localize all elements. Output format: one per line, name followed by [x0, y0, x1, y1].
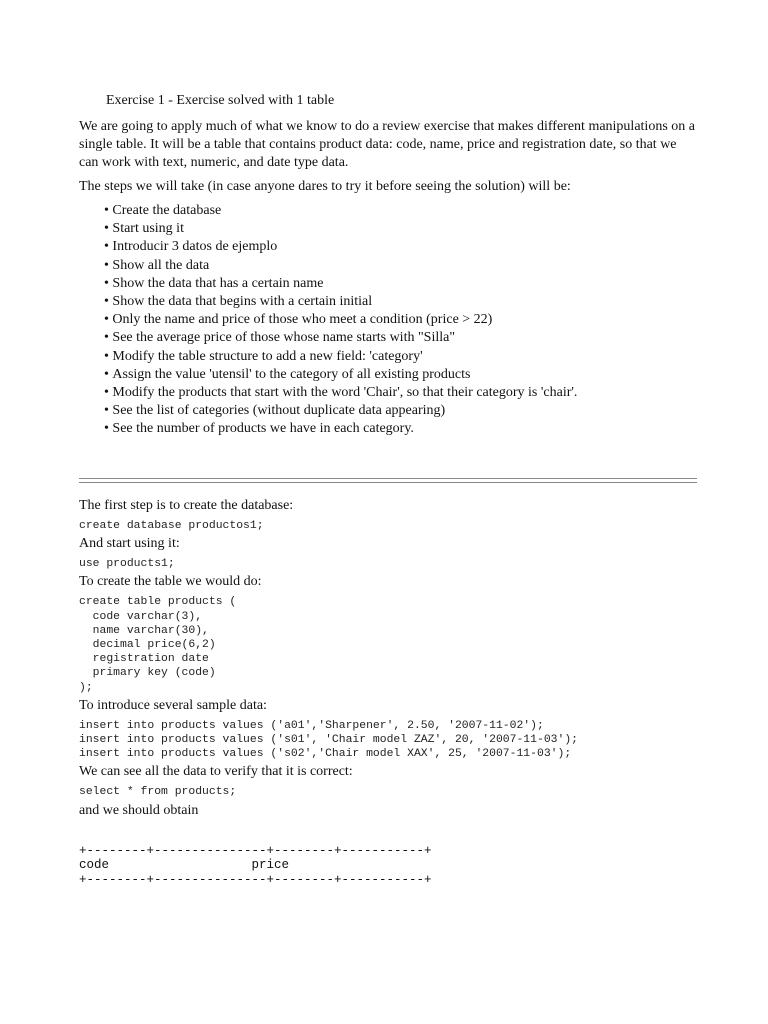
step-text-use-db: And start using it: — [79, 536, 180, 552]
list-item: • See the average price of those whose name starts with "Silla" — [104, 329, 699, 347]
code-create-database: create database productos1; — [79, 520, 264, 532]
steps-list — [104, 202, 699, 439]
code-use-database: use products1; — [79, 558, 175, 571]
code-create-table: create table products ( code varchar(3), name varchar(30), decimal price(6,2) registration date primary key (code) ); — [79, 596, 237, 694]
intro-paragraph: We are going to apply much of what we know to do a review exercise that makes different manipulations on a single table. It will be a table that contains product data: code, name, price and registration date, so that we can work with text, numeric, and date type data. — [79, 119, 695, 170]
list-item: • Only the name and price of those who meet a condition (price > 22) — [104, 311, 699, 329]
list-item: • Assign the value 'utensil' to the category of all existing products — [104, 366, 699, 384]
steps-intro: The steps we will take (in case anyone dares to try it before seeing the solution) will be: — [79, 179, 571, 194]
code-select-all: select * from products; — [79, 786, 237, 799]
list-item: • Create the database — [104, 202, 699, 220]
solution-section — [79, 497, 719, 887]
step-text-select: We can see all the data to verify that it is correct: — [79, 764, 353, 780]
code-insert-data: insert into products values ('a01','Sharpener', 2.50, '2007-11-02'); insert into products values ('s01', 'Chair model ZAZ', 20, '2007-11-03'); insert into products values ('s02','Chair model XAX', 25, '2007-11-03'); — [79, 719, 578, 761]
step-text-obtain: and we should obtain — [79, 802, 199, 818]
list-item: • Start using it — [104, 220, 699, 238]
exercise-title: Exercise 1 - Exercise solved with 1 table — [106, 93, 335, 108]
list-item: • Show all the data — [104, 257, 699, 275]
step-text-create-table: To create the table we would do: — [79, 574, 262, 590]
step-text-insert: To introduce several sample data: — [79, 697, 267, 713]
horizontal-divider — [79, 478, 697, 483]
intro-section — [79, 92, 699, 439]
list-item: • Introducir 3 datos de ejemplo — [104, 238, 699, 256]
list-item: • See the list of categories (without duplicate data appearing) — [104, 402, 699, 420]
list-item: • Show the data that begins with a certain initial — [104, 293, 699, 311]
list-item: • Modify the products that start with the word 'Chair', so that their category is 'chair'. — [104, 384, 699, 402]
step-text-create-db: The first step is to create the database: — [79, 498, 294, 513]
list-item: • See the number of products we have in each category. — [104, 420, 699, 438]
table-output: +--------+---------------+--------+-----------+ code price +--------+---------------+--------+-----------+ — [79, 843, 432, 887]
list-item: • Show the data that has a certain name — [104, 275, 699, 293]
list-item: • Modify the table structure to add a new field: 'category' — [104, 348, 699, 366]
